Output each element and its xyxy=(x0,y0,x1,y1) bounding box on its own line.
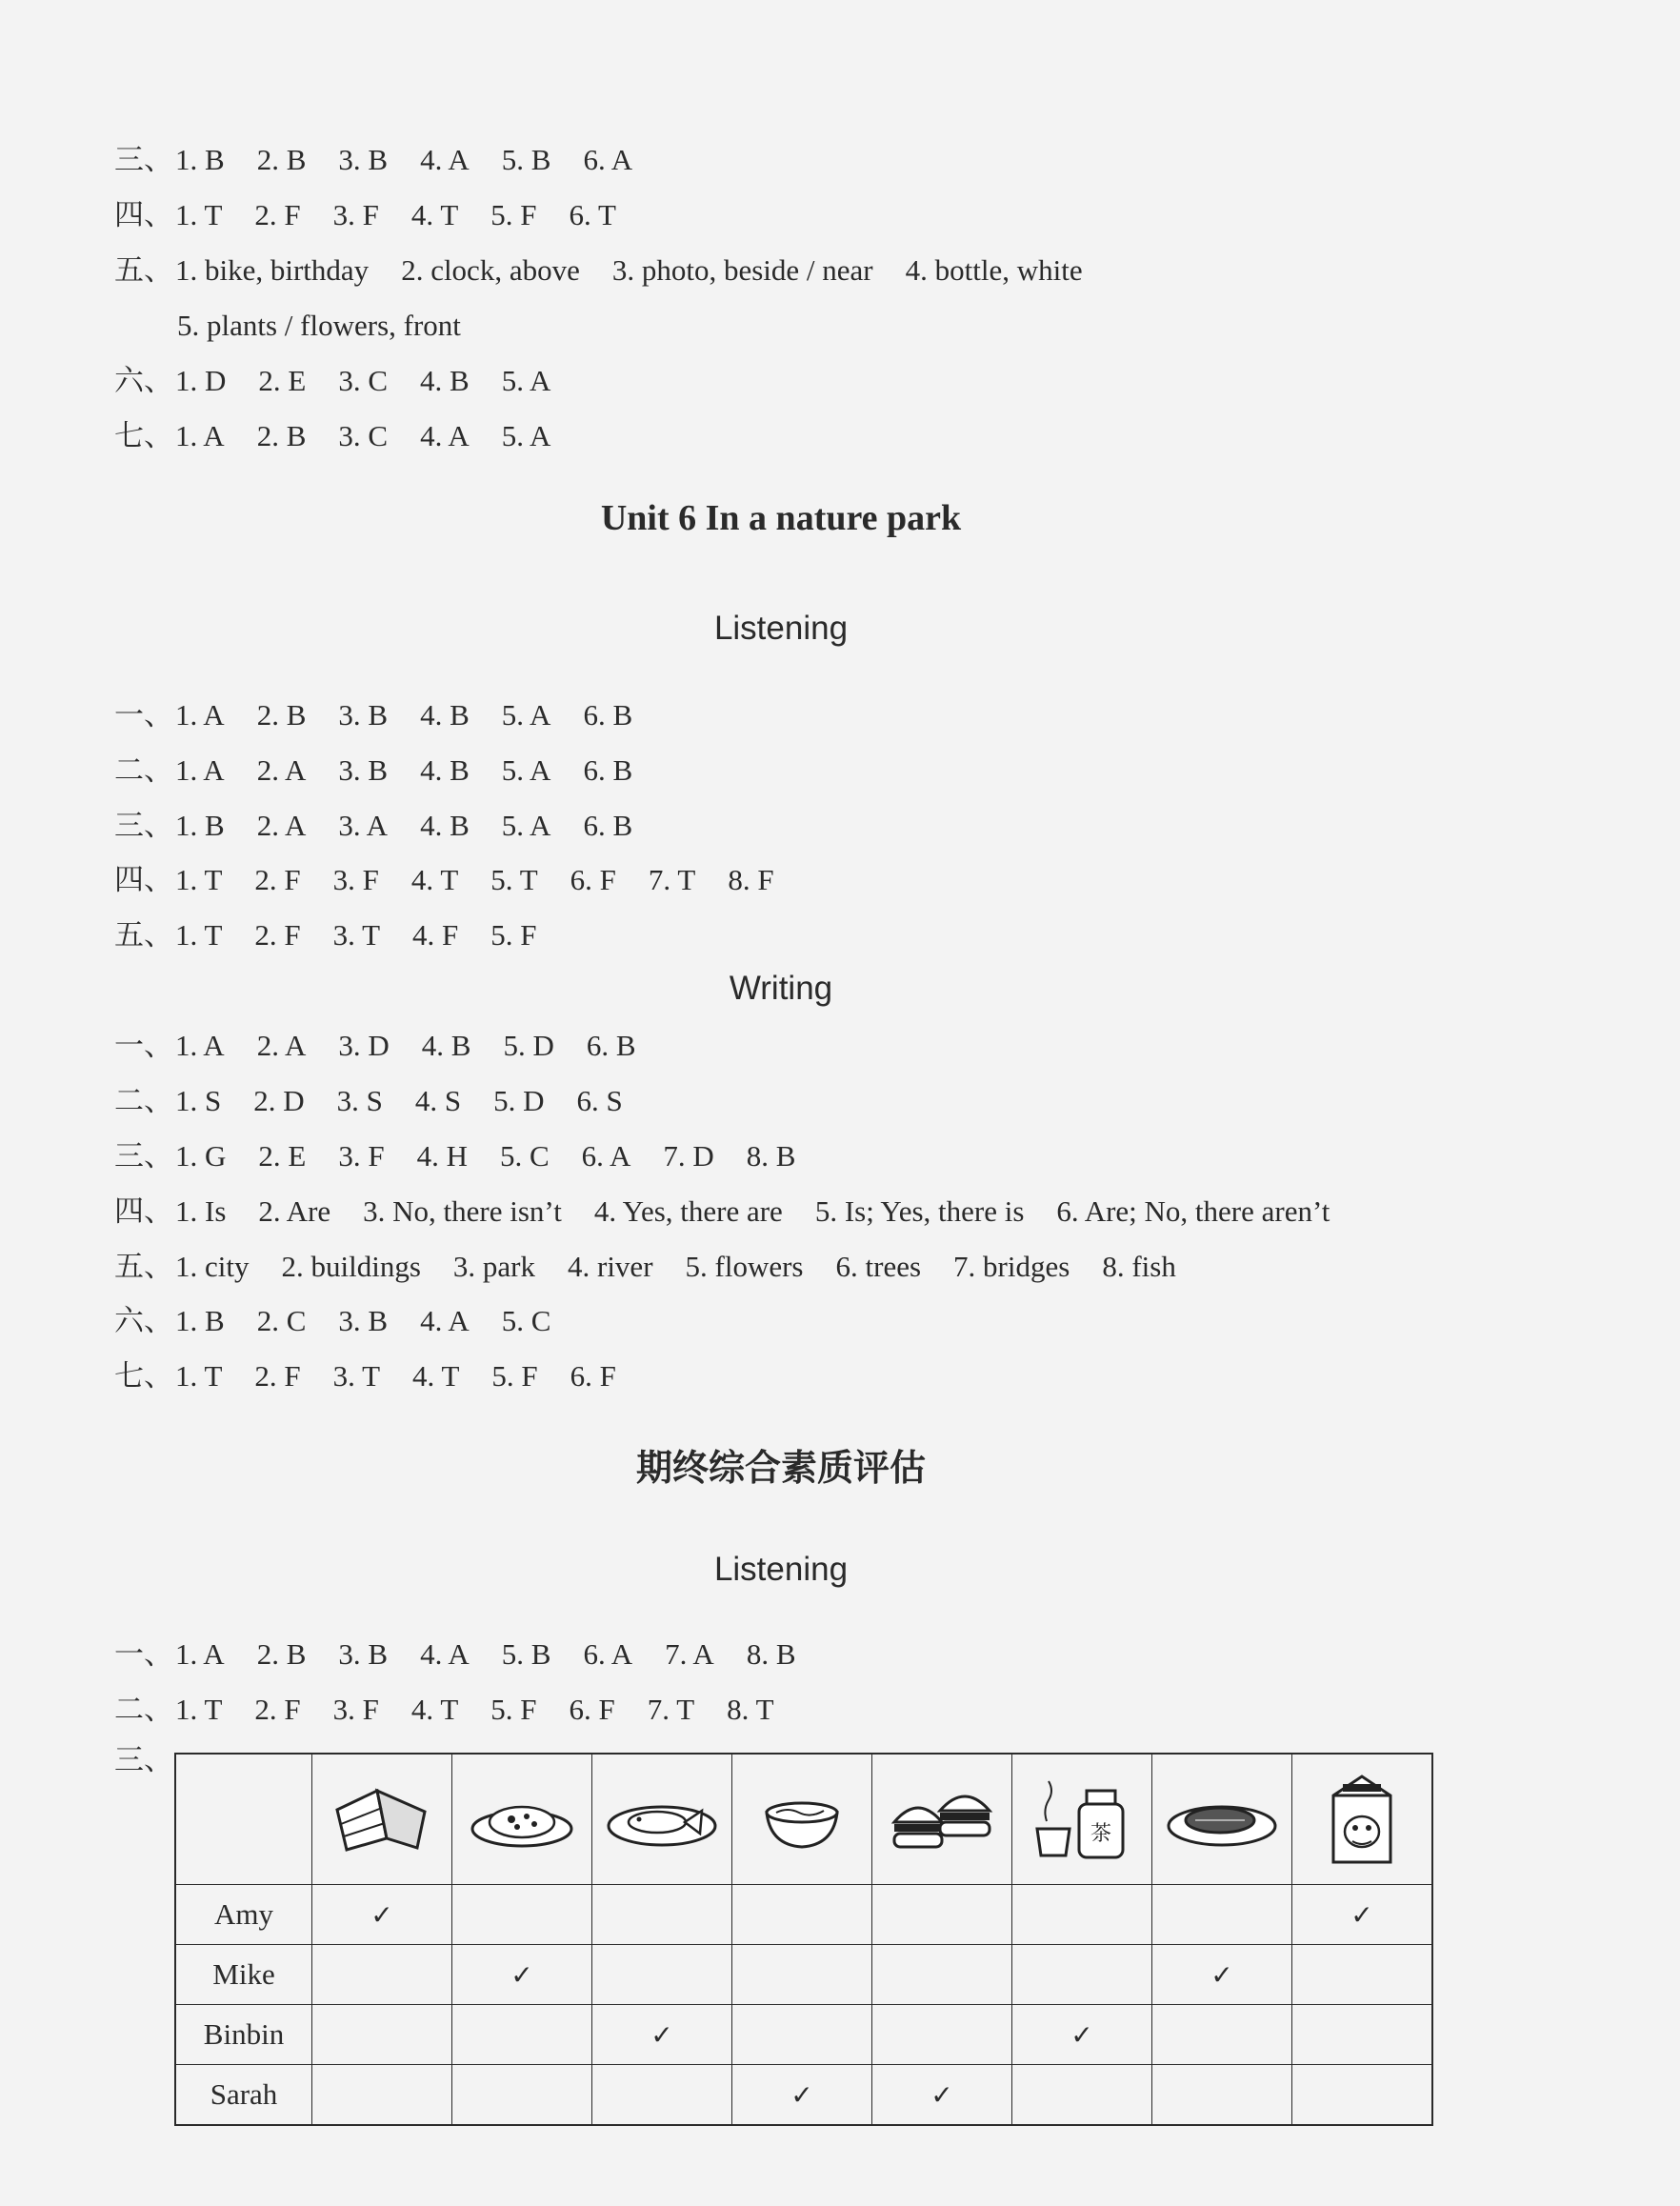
answer-item: 5. F xyxy=(491,1359,538,1393)
answer-line xyxy=(114,1302,583,1340)
answer-line xyxy=(114,1635,829,1674)
answer-item: 1. T xyxy=(175,863,223,896)
answer-item: 4. B xyxy=(420,809,470,842)
food-column-header xyxy=(312,1754,452,1885)
answer-item: 2. Are xyxy=(258,1194,331,1228)
answer-item: 1. T xyxy=(175,1693,223,1726)
check-mark: ✓ xyxy=(1070,2019,1093,2051)
answer-item: 2. F xyxy=(254,1359,301,1393)
table-cell xyxy=(592,1885,732,1945)
answer-item: 4. T xyxy=(412,1359,460,1393)
answer-item: 3. S xyxy=(336,1084,383,1117)
answer-item: 8. B xyxy=(746,1637,796,1671)
answer-item: 4. river xyxy=(568,1250,653,1283)
answer-item: 6. T xyxy=(569,198,616,231)
answer-item: 5. A xyxy=(501,809,551,842)
answer-item: 6. B xyxy=(583,753,633,787)
section-number: 一、 xyxy=(114,1029,173,1062)
food-checklist-table xyxy=(174,1753,1433,2126)
answer-line xyxy=(114,141,665,179)
answer-item: 4. B xyxy=(420,753,470,787)
answer-item: 2. E xyxy=(258,364,307,397)
table-cell xyxy=(312,1885,452,1945)
food-column-header xyxy=(1012,1754,1152,1885)
table-cell xyxy=(1012,2065,1152,2126)
answer-item: 2. B xyxy=(256,143,307,176)
answer-line xyxy=(114,1082,655,1120)
table-cell xyxy=(1152,1885,1292,1945)
answer-item: 2. B xyxy=(256,419,307,452)
answer-line xyxy=(114,196,649,234)
answer-line xyxy=(114,861,807,899)
answer-item: 2. F xyxy=(254,918,301,952)
answer-item: 6. A xyxy=(583,143,633,176)
answer-item: 6. trees xyxy=(835,1250,922,1283)
answer-item: 1. bike, birthday xyxy=(175,253,370,287)
table-cell xyxy=(592,1945,732,2005)
answer-item: 6. A xyxy=(583,1637,633,1671)
check-mark: ✓ xyxy=(370,1899,393,1931)
section-number: 二、 xyxy=(114,1084,173,1117)
answer-item: 2. A xyxy=(256,809,307,842)
section-number: 四、 xyxy=(114,1194,173,1228)
answer-line xyxy=(114,417,583,455)
student-name: Binbin xyxy=(175,2005,312,2065)
answer-line xyxy=(114,1027,669,1065)
answer-line xyxy=(114,696,665,734)
answer-item: 4. B xyxy=(420,698,470,732)
answer-item: 8. B xyxy=(746,1139,796,1173)
answer-item: 4. A xyxy=(420,1304,470,1337)
student-name: Amy xyxy=(175,1885,312,1945)
answer-line xyxy=(114,251,1115,290)
svg-text:茶: 茶 xyxy=(1090,1822,1112,1846)
table-cell xyxy=(872,2065,1012,2126)
table-cell xyxy=(1152,2065,1292,2126)
table-cell xyxy=(732,2065,872,2126)
table-cell xyxy=(312,1945,452,2005)
answer-item: 7. T xyxy=(648,863,696,896)
answer-item: 1. G xyxy=(175,1139,227,1173)
listening-heading: Listening xyxy=(713,1551,849,1588)
section-number: 五、 xyxy=(114,253,173,287)
answer-item: 4. B xyxy=(421,1029,471,1062)
answer-item: 5. B xyxy=(501,143,551,176)
table-cell xyxy=(312,2065,452,2126)
answer-line xyxy=(114,1137,828,1175)
answer-item: 1. A xyxy=(175,1637,225,1671)
answer-item: 8. F xyxy=(728,863,774,896)
answer-item: 3. B xyxy=(338,1637,389,1671)
answer-item: 5. D xyxy=(503,1029,554,1062)
answer-item: 5. A xyxy=(501,419,551,452)
answer-item: 3. B xyxy=(338,698,389,732)
answer-item: 5. C xyxy=(501,1304,551,1337)
answer-item: 1. B xyxy=(175,143,225,176)
answer-item: 4. B xyxy=(420,364,470,397)
table-row xyxy=(175,1885,1432,1945)
answer-item: 3. A xyxy=(338,809,389,842)
answer-item: 5. D xyxy=(493,1084,545,1117)
answer-item: 5. F xyxy=(490,1693,537,1726)
section-number: 六、 xyxy=(114,1304,173,1337)
answer-item: 2. B xyxy=(256,1637,307,1671)
check-mark: ✓ xyxy=(1350,1899,1373,1931)
noodles-icon xyxy=(732,1786,871,1853)
answer-item: 2. D xyxy=(253,1084,305,1117)
answer-item: 1. Is xyxy=(175,1194,227,1228)
answer-item: 2. F xyxy=(254,863,301,896)
listening-heading: Listening xyxy=(713,610,849,647)
answer-item: 2. buildings xyxy=(281,1250,421,1283)
answer-item: 4. T xyxy=(410,198,459,231)
table-cell xyxy=(1152,2005,1292,2065)
answer-item: 5. F xyxy=(490,198,537,231)
answer-item: 1. A xyxy=(175,419,225,452)
answer-line xyxy=(114,1691,807,1729)
section-number: 五、 xyxy=(114,918,173,952)
answer-item: 5. F xyxy=(490,918,537,952)
answer-item: 4. A xyxy=(420,419,470,452)
answer-line xyxy=(114,807,665,845)
answer-item: 5. flowers xyxy=(685,1250,804,1283)
section-number: 三、 xyxy=(114,1139,173,1173)
answer-item: 3. park xyxy=(452,1250,535,1283)
answer-item: 1. T xyxy=(175,918,223,952)
section-number: 四、 xyxy=(114,198,173,231)
unit-title: Unit 6 In a nature park xyxy=(600,498,962,538)
answer-item: 3. F xyxy=(338,1139,385,1173)
answer-item: 1. B xyxy=(175,1304,225,1337)
answer-item: 3. No, there isn’t xyxy=(363,1194,562,1228)
milk-icon xyxy=(1292,1767,1431,1872)
check-mark: ✓ xyxy=(790,2079,813,2111)
answer-line xyxy=(177,307,493,345)
answer-item: 6. Are; No, there aren’t xyxy=(1056,1194,1330,1228)
answer-item: 2. clock, above xyxy=(401,253,580,287)
table-cell xyxy=(452,1885,592,1945)
answer-item: 5. T xyxy=(490,863,538,896)
answer-item: 6. F xyxy=(570,1359,616,1393)
table-cell xyxy=(1292,2065,1433,2126)
table-cell xyxy=(1152,1945,1292,2005)
answer-item: 1. T xyxy=(175,1359,223,1393)
hamburger-icon xyxy=(872,1776,1011,1862)
answer-item: 1. B xyxy=(175,809,225,842)
food-column-header xyxy=(452,1754,592,1885)
answer-item: 3. F xyxy=(332,1693,379,1726)
section-number: 七、 xyxy=(114,1359,173,1393)
tea-icon xyxy=(1012,1772,1151,1867)
section-number: 三、 xyxy=(114,1743,173,1776)
food-column-header xyxy=(1292,1754,1433,1885)
table-cell xyxy=(312,2005,452,2065)
answer-item: 3. C xyxy=(338,364,389,397)
check-mark: ✓ xyxy=(650,2019,673,2051)
answer-item: 8. T xyxy=(727,1693,774,1726)
section-number: 二、 xyxy=(114,753,173,787)
answer-item: 2. F xyxy=(254,198,301,231)
table-cell xyxy=(1012,1945,1152,2005)
section-number: 三、 xyxy=(114,809,173,842)
food-column-header xyxy=(872,1754,1012,1885)
fish-icon xyxy=(592,1786,731,1853)
section-number: 二、 xyxy=(114,1693,173,1726)
answer-item: 6. F xyxy=(570,863,616,896)
sandwich-icon xyxy=(312,1781,451,1857)
answer-item: 5. A xyxy=(501,364,551,397)
answer-item: 6. A xyxy=(581,1139,631,1173)
answer-item: 1. A xyxy=(175,753,225,787)
food-column-header xyxy=(732,1754,872,1885)
section-number: 四、 xyxy=(114,863,173,896)
answer-item: 6. B xyxy=(583,809,633,842)
answer-item: 1. A xyxy=(175,698,225,732)
answer-item: 3. B xyxy=(338,753,389,787)
answer-item: 1. S xyxy=(175,1084,222,1117)
table-cell xyxy=(1012,2005,1152,2065)
answer-line xyxy=(114,752,665,790)
answer-item: 4. T xyxy=(410,1693,459,1726)
answer-item: 1. city xyxy=(175,1250,250,1283)
section-number: 一、 xyxy=(114,698,173,732)
answer-item: 4. H xyxy=(416,1139,468,1173)
answer-item: 7. A xyxy=(665,1637,714,1671)
table-row xyxy=(175,1945,1432,2005)
answer-item: 3. photo, beside / near xyxy=(611,253,873,287)
table-cell xyxy=(732,1885,872,1945)
answer-item: 4. F xyxy=(412,918,459,952)
table-cell xyxy=(872,1945,1012,2005)
writing-heading: Writing xyxy=(729,970,833,1007)
answer-item: 8. fish xyxy=(1102,1250,1176,1283)
table-corner-cell xyxy=(175,1754,312,1885)
answer-item: 3. B xyxy=(338,1304,389,1337)
food-column-header xyxy=(592,1754,732,1885)
answer-item: 4. Yes, there are xyxy=(593,1194,783,1228)
table-cell xyxy=(1012,1885,1152,1945)
answer-item: 4. S xyxy=(414,1084,462,1117)
answer-item: 5. C xyxy=(499,1139,550,1173)
answer-item: 3. B xyxy=(338,143,389,176)
table-cell xyxy=(452,1945,592,2005)
table-cell xyxy=(592,2005,732,2065)
answer-line xyxy=(114,1193,1362,1231)
answer-item: 1. A xyxy=(175,1029,225,1062)
section-number: 一、 xyxy=(114,1637,173,1671)
answer-item: 2. A xyxy=(256,1029,307,1062)
table-cell xyxy=(872,1885,1012,1945)
answer-line xyxy=(114,1248,1209,1286)
table-cell xyxy=(452,2005,592,2065)
answer-item: 5. B xyxy=(501,1637,551,1671)
table-row xyxy=(175,2005,1432,2065)
food-column-header xyxy=(1152,1754,1292,1885)
answer-item: 3. F xyxy=(332,863,379,896)
table-cell xyxy=(732,1945,872,2005)
answer-item: 3. D xyxy=(338,1029,390,1062)
table-cell xyxy=(1292,1945,1433,2005)
answer-item: 4. bottle, white xyxy=(905,253,1083,287)
table-cell xyxy=(1292,1885,1433,1945)
table-cell xyxy=(1292,2005,1433,2065)
answer-item: 6. B xyxy=(583,698,633,732)
answer-item: 2. B xyxy=(256,698,307,732)
table-cell xyxy=(872,2005,1012,2065)
answer-item: 6. B xyxy=(586,1029,636,1062)
table-cell xyxy=(592,2065,732,2126)
section-number: 五、 xyxy=(114,1250,173,1283)
answer-item: 3. T xyxy=(332,918,381,952)
answer-item: 5. plants / flowers, front xyxy=(177,309,461,342)
answer-item: 7. bridges xyxy=(953,1250,1070,1283)
table-header-row xyxy=(175,1754,1432,1885)
answer-item: 3. T xyxy=(332,1359,381,1393)
section-number: 三、 xyxy=(114,143,173,176)
answer-item: 7. T xyxy=(647,1693,695,1726)
rice-dish-icon xyxy=(452,1786,591,1853)
answer-item: 4. A xyxy=(420,1637,470,1671)
answer-item: 1. D xyxy=(175,364,227,397)
answer-item: 6. F xyxy=(569,1693,615,1726)
answer-item: 5. A xyxy=(501,753,551,787)
answer-item: 2. F xyxy=(254,1693,301,1726)
table-cell xyxy=(732,2005,872,2065)
answer-item: 6. S xyxy=(576,1084,623,1117)
final-exam-title: 期终综合素质评估 xyxy=(635,1449,926,1489)
answer-item: 4. A xyxy=(420,143,470,176)
section-number: 七、 xyxy=(114,419,173,452)
answer-item: 2. E xyxy=(258,1139,307,1173)
table-row xyxy=(175,2065,1432,2126)
table-cell xyxy=(452,2065,592,2126)
answer-item: 5. Is; Yes, there is xyxy=(814,1194,1025,1228)
answer-item: 2. A xyxy=(256,753,307,787)
answer-item: 2. C xyxy=(256,1304,307,1337)
answer-item: 7. D xyxy=(663,1139,714,1173)
section-number: 六、 xyxy=(114,364,173,397)
answer-line xyxy=(114,362,583,400)
student-name: Sarah xyxy=(175,2065,312,2126)
answer-item: 3. C xyxy=(338,419,389,452)
check-mark: ✓ xyxy=(930,2079,953,2111)
answer-line xyxy=(114,1357,649,1395)
check-mark: ✓ xyxy=(510,1959,533,1991)
steak-icon xyxy=(1152,1786,1291,1853)
student-name: Mike xyxy=(175,1945,312,2005)
answer-line xyxy=(114,916,570,954)
answer-item: 5. A xyxy=(501,698,551,732)
answer-item: 3. F xyxy=(332,198,379,231)
answer-item: 1. T xyxy=(175,198,223,231)
check-mark: ✓ xyxy=(1210,1959,1233,1991)
answer-item: 4. T xyxy=(410,863,459,896)
